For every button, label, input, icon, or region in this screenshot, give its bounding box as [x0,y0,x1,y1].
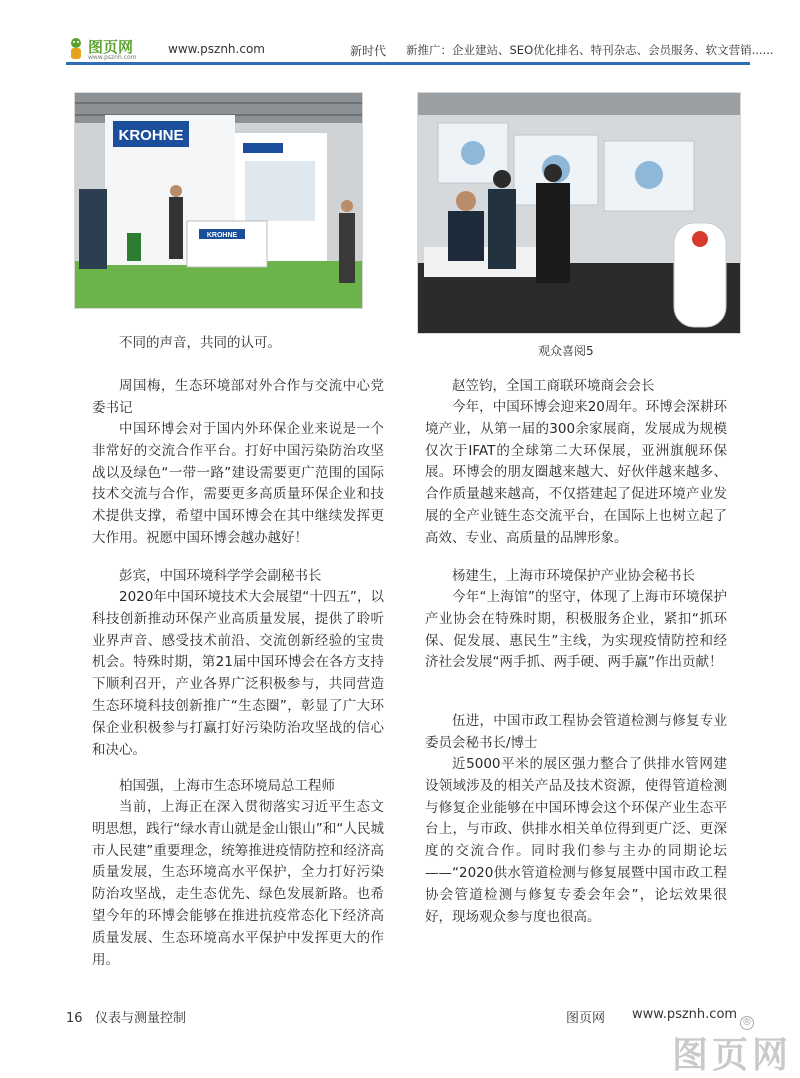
desk-sign-text: KROHNE [206,232,238,239]
left-speaker-heading-1: 周国梅，生态环境部对外合作与交流中心党委书记 [92,378,384,416]
journal-name: 仪表与测量控制 [94,1011,186,1026]
visitors-photo-illustration [418,93,740,333]
logo-figure-icon [66,36,86,60]
logo-text: 图页网 [88,38,134,56]
booth-photo [74,92,363,309]
right-speaker-heading-3: 伍进，中国市政工程协会管道检测与修复专业委员会秘书长/博士 [425,713,727,751]
header-divider [66,62,750,65]
page-number: 16 [66,1011,83,1026]
right-speaker-heading-2: 杨建生，上海市环境保护产业协会秘书长 [452,568,695,584]
header-section: 新时代 [350,44,387,58]
footer-page-info [66,1007,186,1026]
visitors-photo [417,92,741,334]
booth-sign-text: KROHNE [118,127,184,144]
right-speaker-heading-1: 赵笠钧，全国工商联环境商会会长 [452,378,655,394]
left-paragraph-1: 不同的声音，共同的认可。 [119,335,281,351]
booth-photo-illustration [75,93,362,308]
right-paragraph-3: 近5000平米的展区强力整合了供排水管网建设领域涉及的相关产品及技术资源，使得管道检测与修复企业能够在中国环博会这个环保产业生态平台上，与市政、供排水相关单位得到更广泛、更深度的交流合作。同时我们参与主办的同期论坛——“2020供水管道检测与修复展暨中国市政工程协会管道检测与修复专委会年会”，论坛效果很好，现场观众参与度也很高。 [425,756,727,925]
right-paragraph-2: 今年“上海馆”的坚守，体现了上海市环境保护产业协会在特殊时期，积极服务企业，紧扣“抓环保、促发展、惠民生”主线，为实现疫情防控和经济社会发展“两手抓、两手硬、两手赢”作出贡献！ [425,589,727,671]
registered-mark: ® [742,1017,752,1028]
watermark: 图页网 [672,1034,793,1076]
right-paragraph-1: 今年，中国环博会迎来20周年。环博会深耕环境产业，从第一届的300余家展商，发展成为规模仅次于IFAT的全球第二大环保展，亚洲旗舰环保展。环博会的朋友圈越来越大、好伙伴越来越多、合作质量越来越高，不仅搭建起了促进环境产业发展的全产业链生态交流平台，在国际上也树立起了高效、专业、高质量的品牌形象。 [425,399,727,546]
left-paragraph-2: 中国环博会对于国内外环保企业来说是一个非常好的交流合作平台。打好中国污染防治攻坚战以及绿色“一带一路”建设需要更广范围的国际技术交流与合作，需要更多高质量环保企业和技术提供支撑，希望中国环博会在其中继续发挥更大作用。祝愿中国环博会越办越好！ [92,421,384,546]
left-paragraph-3: 2020年中国环境技术大会展望“十四五”，以科技创新推动环保产业高质量发展，提供了聆听业界声音、感受技术前沿、交流创新经验的宝贵机会。特殊时期，第21届中国环博会在各方支持下顺利召开，产业各界广泛积极参与，共同营造生态环境科技创新推广“生态圈”，彰显了广大环保企业积极参与打赢打好污染防治攻坚战的信心和决心。 [92,589,384,758]
photo-caption: 观众喜阅5 [538,344,594,358]
footer-site-url[interactable]: www.psznh.com [632,1007,738,1022]
left-speaker-heading-3: 柏国强，上海市生态环境局总工程师 [119,778,335,794]
left-speaker-heading-2: 彭宾，中国环境科学学会副秘书长 [119,568,322,584]
site-logo[interactable] [66,34,160,64]
logo-subtext: www.psznh.com [88,54,137,61]
left-paragraph-4: 当前，上海正在深入贯彻落实习近平生态文明思想，践行“绿水青山就是金山银山”和“人民城市人民建”重要理念，统筹推进疫情防控和经济高质量发展，生态环境高水平保护，全力打好污染防治攻坚战，走生态优先、绿色发展新路。也希望今年的环博会能够在推进抗疫常态化下经济高质量发展、生态环境高水平保护中发挥更大的作用。 [92,799,384,968]
header-url[interactable]: www.psznh.com [168,42,265,56]
footer-site-name: 图页网 [566,1011,606,1026]
header-promo: 新推广：企业建站、SEO优化排名、特刊杂志、会员服务、软文营销...... [406,43,774,57]
